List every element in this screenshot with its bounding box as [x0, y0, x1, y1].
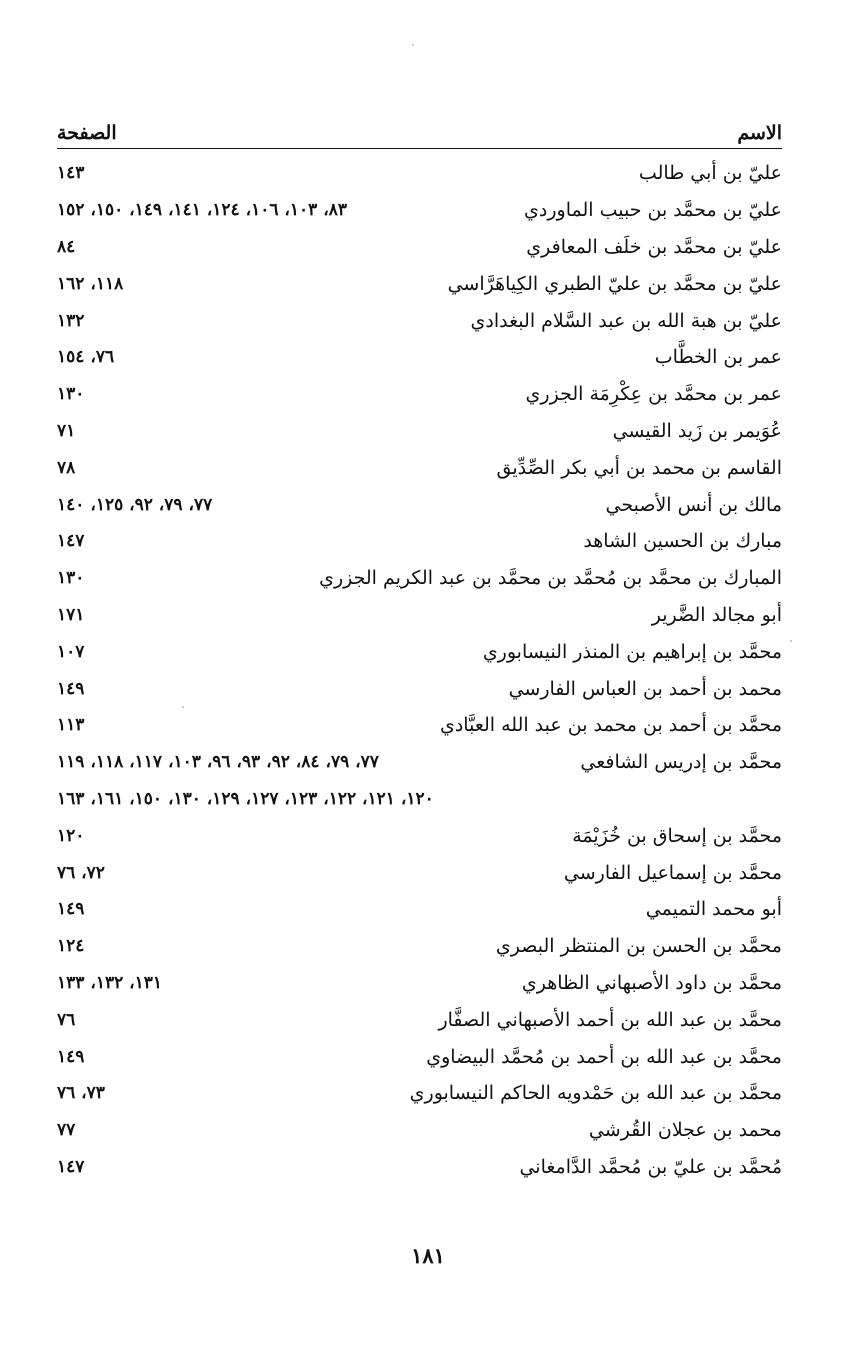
index-entry: [57, 633, 782, 670]
index-entry: [57, 155, 782, 192]
entry-pages: ٧١: [57, 420, 76, 441]
entry-name: أبو محمد التميمي: [645, 898, 782, 921]
entry-name: المبارك بن محمَّد بن مُحمَّد بن محمَّد بن عبد الكريم الجزري: [319, 567, 782, 590]
index-entry: [57, 707, 782, 744]
entry-pages: ٧٣، ٧٦: [57, 1083, 105, 1104]
entry-pages: ١٠٧: [57, 641, 85, 662]
entry-name: مالك بن أنس الأصبحي: [605, 493, 782, 516]
entry-pages: ١٤٧: [57, 1156, 85, 1177]
entry-name: عليّ بن محمَّد بن حبيب الماوردي: [524, 199, 782, 222]
index-entry: [57, 965, 782, 1002]
index-entry: [57, 302, 782, 339]
entry-pages: ١٣١، ١٣٢، ١٣٣: [57, 972, 163, 993]
entry-pages: ١٤٣: [57, 163, 85, 184]
index-header: [57, 110, 782, 149]
index-entry: [57, 449, 782, 486]
index-list: [57, 155, 782, 1185]
entry-pages: ٨٤: [57, 236, 76, 257]
index-entry: [57, 891, 782, 928]
page-column-header: الصفحة: [57, 122, 117, 144]
entry-name: محمَّد بن عبد الله بن أحمد بن مُحمَّد البيضاوي: [426, 1045, 782, 1068]
entry-name: محمَّد بن إسماعيل الفارسي: [563, 861, 782, 884]
index-entry: [57, 265, 782, 302]
entry-name: محمَّد بن إسحاق بن خُزَيْمَة: [572, 824, 782, 847]
entry-pages: ١٢٠، ١٢١، ١٢٢، ١٢٣، ١٢٧، ١٢٩، ١٣٠، ١٥٠، ١٦١، ١٦٣: [57, 788, 434, 809]
entry-name: عمر بن الخطَّاب: [654, 346, 782, 369]
entry-name: محمَّد بن الحسن بن المنتظر البصري: [495, 935, 782, 958]
index-entry-continuation: [57, 781, 782, 818]
entry-pages: ١٤٩: [57, 899, 85, 920]
index-entry: [57, 1001, 782, 1038]
entry-pages: ٧٧: [57, 1120, 76, 1141]
entry-pages: ١٤٩: [57, 1046, 85, 1067]
index-entry: [57, 1112, 782, 1149]
index-entry: [57, 928, 782, 965]
entry-name: محمد بن عجلان القُرشي: [588, 1119, 782, 1142]
index-entry: [57, 597, 782, 634]
scan-speck: [412, 44, 414, 46]
entry-name: أبو مجالد الضَّرير: [651, 603, 782, 626]
name-column-header: الاسم: [737, 122, 782, 144]
entry-name: القاسم بن محمد بن أبي بكر الصِّدِّيق: [496, 456, 782, 479]
index-entry: [57, 523, 782, 560]
entry-pages: ٧٦: [57, 1009, 76, 1030]
entry-pages: ٧٧، ٧٩، ٨٤، ٩٢، ٩٣، ٩٦، ١٠٣، ١١٧، ١١٨، ١١٩: [57, 752, 379, 773]
index-entry: [57, 413, 782, 450]
entry-pages: ١٤٩: [57, 678, 85, 699]
entry-name: عليّ بن محمَّد بن خلَف المعافري: [526, 235, 782, 258]
entry-pages: ١٣٠: [57, 384, 85, 405]
entry-pages: ١١٨، ١٦٢: [57, 273, 124, 294]
index-entry: [57, 486, 782, 523]
entry-pages: ١٤٧: [57, 531, 85, 552]
entry-name: عليّ بن أبي طالب: [638, 162, 782, 185]
index-entry: [57, 1075, 782, 1112]
entry-pages: ٧٧، ٧٩، ٩٢، ١٢٥، ١٤٠: [57, 494, 213, 515]
index-entry: [57, 192, 782, 229]
entry-name: محمَّد بن داود الأصبهاني الظاهري: [521, 971, 782, 994]
index-page: [57, 110, 782, 1185]
entry-name: محمد بن أحمد بن العباس الفارسي: [508, 677, 782, 700]
index-entry: [57, 339, 782, 376]
entry-name: محمَّد بن عبد الله بن حَمْدويه الحاكم النيسابوري: [409, 1082, 782, 1105]
entry-name: محمَّد بن أحمد بن محمد بن عبد الله العبَّادي: [439, 714, 782, 737]
entry-name: عمر بن محمَّد بن عِكْرِمَة الجزري: [525, 383, 782, 406]
entry-pages: ١٧١: [57, 604, 85, 625]
index-entry: [57, 744, 782, 781]
entry-name: محمَّد بن إبراهيم بن المنذر النيسابوري: [482, 640, 782, 663]
entry-name: عليّ بن محمَّد بن عليّ الطبري الكِياهَرَّاسي: [447, 272, 782, 295]
index-entry: [57, 817, 782, 854]
entry-name: عليّ بن هبة الله بن عبد السَّلام البغدادي: [470, 309, 782, 332]
scan-speck: [790, 640, 792, 642]
entry-pages: ٧٦، ١٥٤: [57, 347, 115, 368]
entry-pages: ١٣٠: [57, 568, 85, 589]
index-entry: [57, 376, 782, 413]
index-entry: [57, 854, 782, 891]
entry-pages: ٧٨: [57, 457, 76, 478]
entry-pages: ١١٣: [57, 715, 85, 736]
index-entry: [57, 229, 782, 266]
index-entry: [57, 670, 782, 707]
entry-pages: ١٢٠: [57, 825, 85, 846]
entry-pages: ٧٢، ٧٦: [57, 862, 105, 883]
entry-pages: ٨٣، ١٠٣، ١٠٦، ١٢٤، ١٤١، ١٤٩، ١٥٠، ١٥٢: [57, 200, 347, 221]
entry-name: مبارك بن الحسين الشاهد: [583, 530, 782, 553]
entry-name: مُحمَّد بن عليّ بن مُحمَّد الدَّامغاني: [519, 1155, 782, 1178]
entry-name: عُوَيمر بن زَيد القيسي: [612, 419, 782, 442]
entry-pages: ١٢٤: [57, 936, 85, 957]
entry-name: محمَّد بن إدريس الشافعي: [580, 751, 782, 774]
index-entry: [57, 1149, 782, 1186]
index-entry: [57, 560, 782, 597]
index-entry: [57, 1038, 782, 1075]
entry-pages: ١٣٢: [57, 310, 85, 331]
page-number: ١٨١: [411, 1243, 445, 1268]
entry-name: محمَّد بن عبد الله بن أحمد الأصبهاني الصفَّار: [438, 1008, 782, 1031]
